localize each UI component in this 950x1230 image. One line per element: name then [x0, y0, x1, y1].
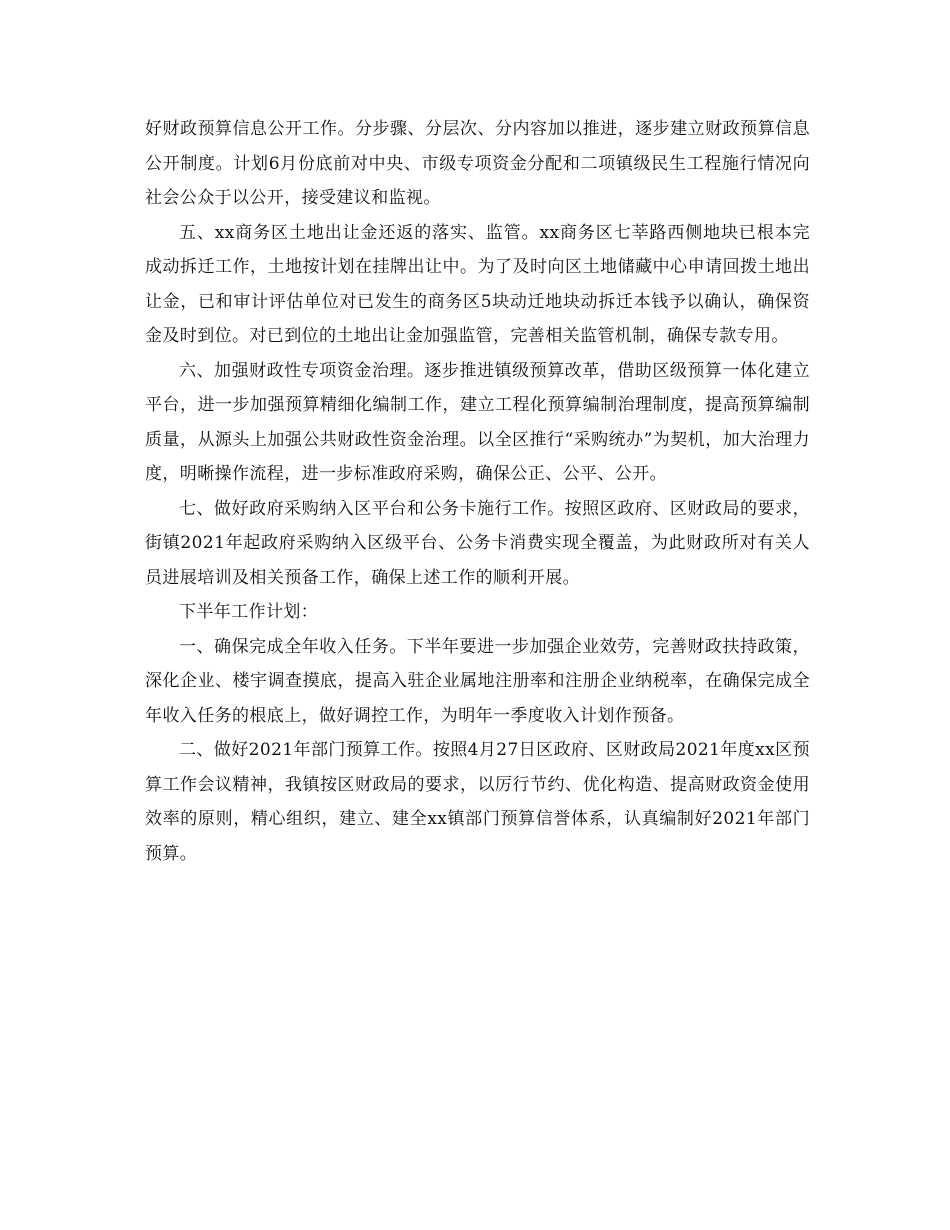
section-heading-second-half-plan: 下半年工作计划：	[179, 602, 319, 622]
paragraph-procurement-card: 七、做好政府采购纳入区平台和公务卡施行工作。按照区政府、区财政局的要求，街镇2021年起政府采购纳入区级平台、公务卡消费实现全覆盖，为此财政所对有关人员进展培训及相关预备工作，确保上述工作的顺利开展。	[145, 498, 810, 588]
document-body	[145, 112, 810, 871]
paragraph-department-budget: 二、做好2021年部门预算工作。按照4月27日区政府、区财政局2021年度xx区预算工作会议精神，我镇按区财政局的要求，以厉行节约、优化构造、提高财政资金使用效率的原则，精心组织，建立、建全xx镇部门预算信誉体系，认真编制好2021年部门预算。	[145, 740, 810, 864]
paragraph-budget-disclosure: 好财政预算信息公开工作。分步骤、分层次、分内容加以推进，逐步建立财政预算信息公开制度。计划6月份底前对中央、市级专项资金分配和二项镇级民生工程施行情况向社会公众于以公开，接受建议和监视。	[145, 119, 810, 208]
paragraph-annual-revenue: 一、确保完成全年收入任务。下半年要进一步加强企业效劳，完善财政扶持政策，深化企业、楼宇调查摸底，提高入驻企业属地注册率和注册企业纳税率，在确保完成全年收入任务的根底上，做好调控工作，为明年一季度收入计划作预备。	[145, 636, 810, 726]
paragraph-special-funds: 六、加强财政性专项资金治理。逐步推进镇级预算改革，借助区级预算一体化建立平台，进一步加强预算精细化编制工作，建立工程化预算编制治理制度，提高预算编制质量，从源头上加强公共财政性资金治理。以全区推行“采购统办”为契机，加大治理力度，明晰操作流程，进一步标准政府采购，确保公正、公平、公开。	[145, 360, 810, 484]
paragraph-land-transfer-fee: 五、xx商务区土地出让金还返的落实、监管。xx商务区七莘路西侧地块已根本完成动拆迁工作，土地按计划在挂牌出让中。为了及时向区土地储藏中心申请回拨土地出让金，已和审计评估单位对已发生的商务区5块动迁地块动拆迁本钱予以确认，确保资金及时到位。对已到位的土地出让金加强监管，完善相关监管机制，确保专款专用。	[145, 222, 810, 346]
